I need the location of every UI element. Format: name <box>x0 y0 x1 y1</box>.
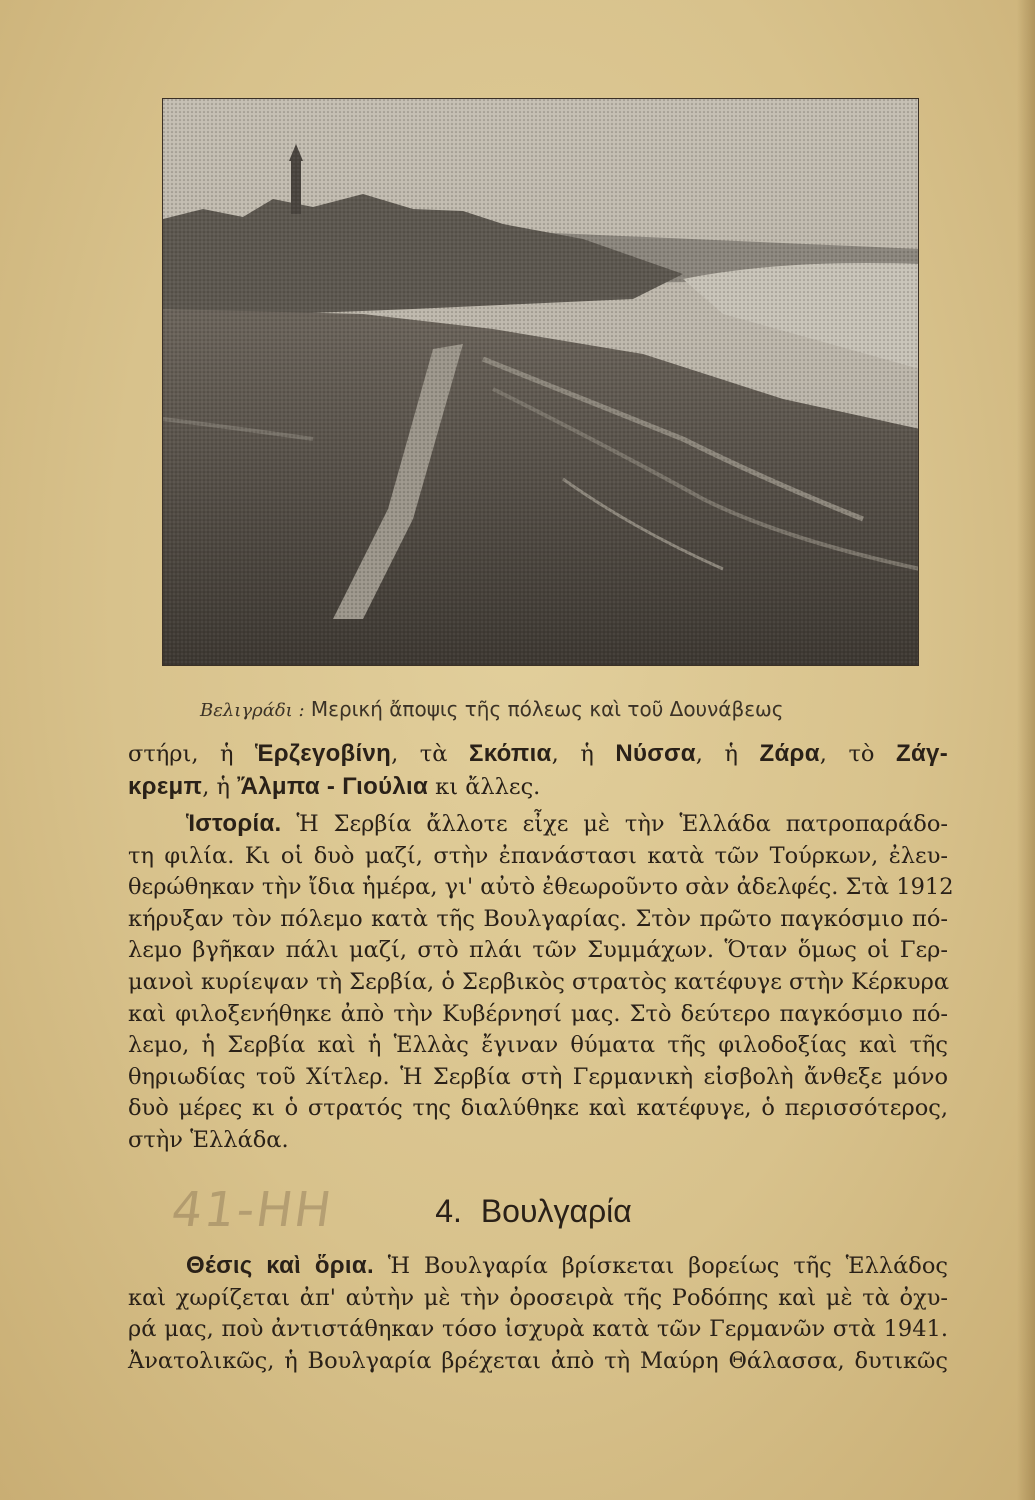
text-line: Ἱστορία. Ἡ Σερβία ἄλλοτε εἶχε μὲ τὴν Ἑλλάδα πατροπαράδο- <box>186 810 948 837</box>
handwritten-mark: 41-ΗΗ <box>168 1182 337 1238</box>
text-line: κήρυξαν τὸν πόλεμο κατὰ τῆς Βουλγαρίας. Στὸν πρῶτο παγκόσμιο πό- <box>128 905 948 932</box>
text-line: λεμο βγῆκαν πάλι μαζί, στὸ πλάι τῶν Συμμάχων. Ὅταν ὅμως οἱ Γερ- <box>128 937 948 964</box>
text-line: Θέσις καὶ ὅρια. Ἡ Βουλγαρία βρίσκεται βορείως τῆς Ἑλλάδος <box>186 1252 948 1279</box>
photo-caption <box>200 697 920 721</box>
position-paragraph <box>128 1250 948 1377</box>
continuation-paragraph <box>128 738 948 803</box>
text-line: καὶ χωρίζεται ἀπ' αὐτὴν μὲ τὴν ὀροσειρὰ τῆς Ροδόπης καὶ μὲ τὰ ὀχυ- <box>128 1284 948 1311</box>
caption-text: Μερική ἄποψις τῆς πόλεως καὶ τοῦ Δουνάβεως <box>310 697 784 721</box>
photo-illustration <box>163 99 919 666</box>
text-line: καὶ φιλοξενήθηκε ἀπὸ τὴν Κυβέρνησί μας. Στὸ δεύτερο παγκόσμιο πό- <box>128 1000 948 1027</box>
text-line: Ἀνατολικῶς, ἡ Βουλγαρία βρέχεται ἀπὸ τὴ Μαύρη Θάλασσα, δυτικῶς <box>128 1347 948 1374</box>
text-line: μανοὶ κυρίεψαν τὴ Σερβία, ὁ Σερβικὸς στρατὸς κατέφυγε στὴν Κέρκυρα <box>128 968 950 995</box>
position-label: Θέσις καὶ ὅρια. <box>186 1252 374 1279</box>
text-line: θηριωδίας τοῦ Χίτλερ. Ἡ Σερβία στὴ Γερμανικὴ εἰσβολὴ ἄνθεξε μόνο <box>128 1063 948 1090</box>
text-line: δυὸ μέρες κι ὁ στρατός της διαλύθηκε καὶ κατέφυγε, ὁ περισσότερος, <box>128 1095 948 1122</box>
text-line: κρεμπ, ἡ Ἄλμπα - Γιούλια κι ἄλλες. <box>128 772 541 800</box>
text-line: ρά μας, ποὺ ἀντιστάθηκαν τόσο ἰσχυρὰ κατὰ τῶν Γερμανῶν στὰ 1941. <box>128 1316 948 1343</box>
text-line: λεμο, ἡ Σερβία καὶ ἡ Ἑλλὰς ἔγιναν θύματα τῆς φιλοδοξίας καὶ τῆς <box>128 1032 948 1059</box>
text-line: στὴν Ἑλλάδα. <box>128 1126 289 1153</box>
section-heading <box>0 1193 1035 1230</box>
section-number: 4. <box>435 1193 462 1229</box>
history-label: Ἱστορία. <box>186 810 282 837</box>
history-paragraph <box>128 808 954 1157</box>
page-edge-shadow <box>1017 0 1035 1500</box>
text-line: τη φιλία. Κι οἱ δυὸ μαζί, στὴν ἐπανάστασι κατὰ τῶν Τούρκων, ἐλευ- <box>128 842 948 869</box>
caption-place: Βελιγράδι : <box>200 700 305 721</box>
section-title: Βουλγαρία <box>480 1193 632 1229</box>
text-line: θερώθηκαν τὴν ἴδια ἡμέρα, γι' αὐτὸ ἐθεωροῦντο σὰν ἀδελφές. Στὰ 1912 <box>128 874 954 901</box>
belgrade-photo <box>162 98 919 666</box>
text-line: στήρι, ἡ Ἑρζεγοβίνη, τὰ Σκόπια, ἡ Νύσσα, ἡ Ζάρα, τὸ Ζάγ- <box>128 740 948 767</box>
